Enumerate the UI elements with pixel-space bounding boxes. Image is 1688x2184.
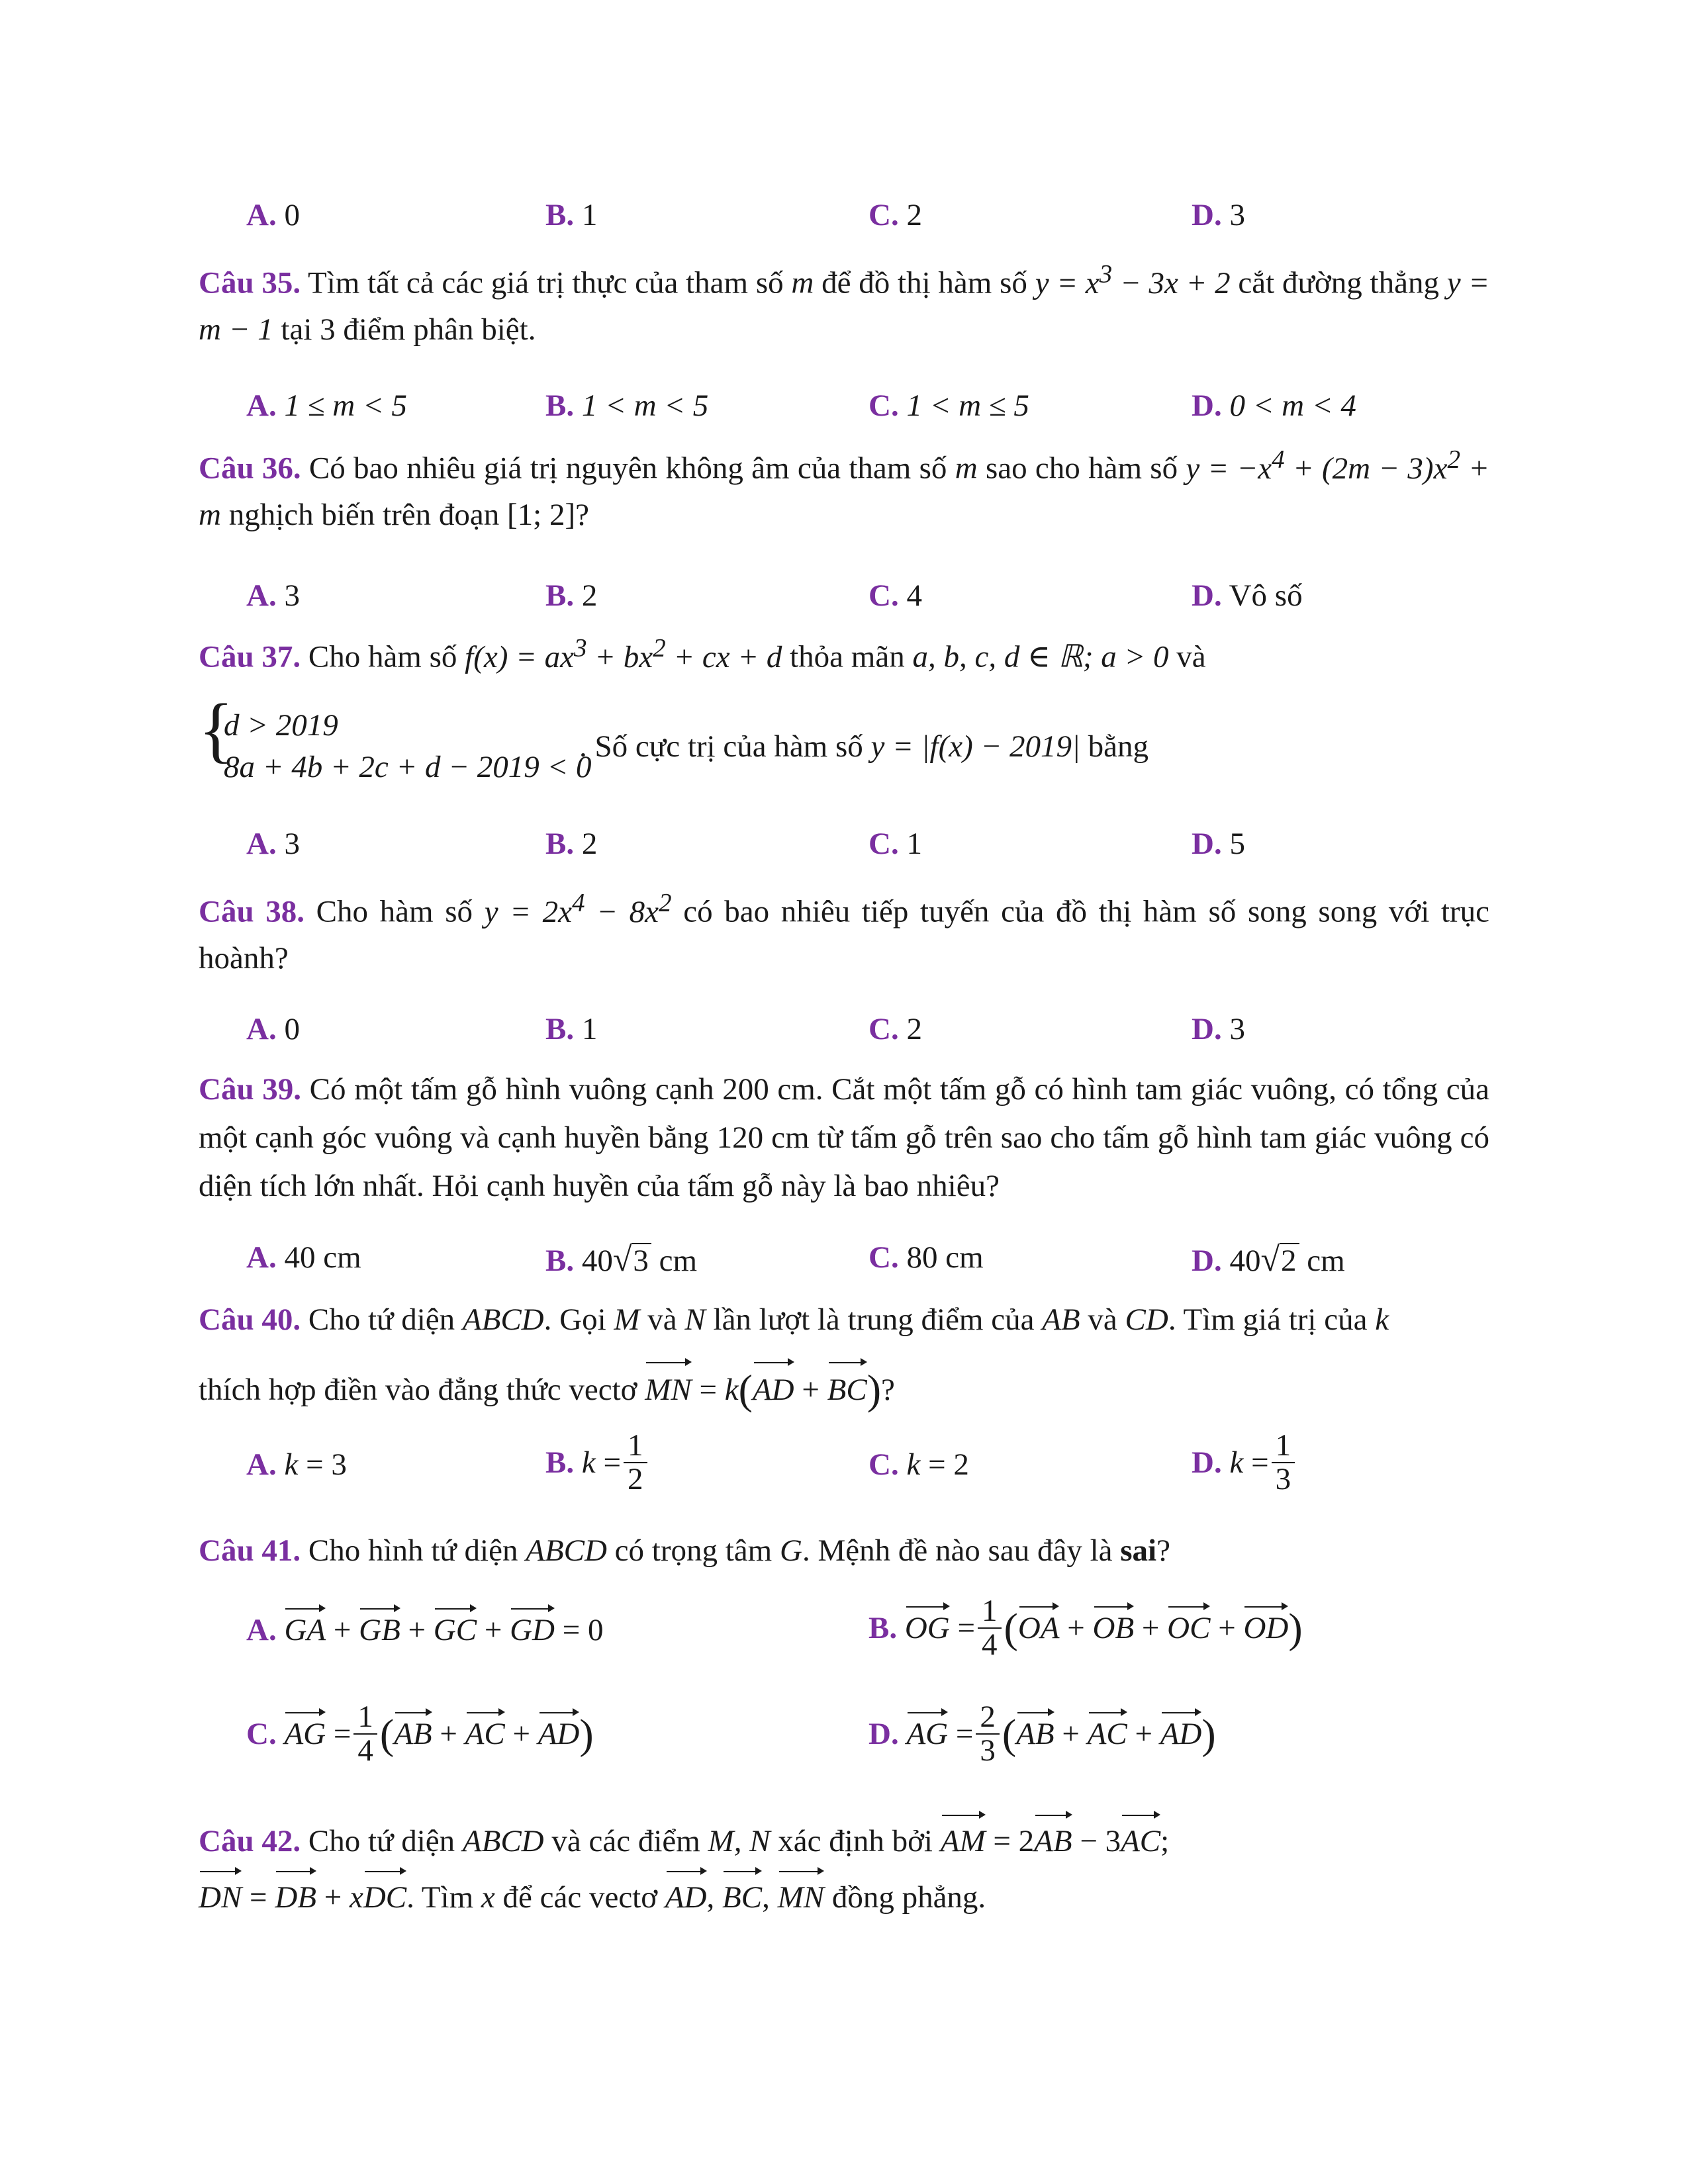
option-d: D. 3: [1192, 198, 1245, 232]
q41-option-b: B. OG = $\frac{1}{4}$ (OA + OB + OC + OD): [868, 1594, 1303, 1662]
question-38-options: [246, 1006, 1491, 1059]
option-b: B. 1: [545, 198, 598, 232]
brace-icon: {: [199, 689, 234, 770]
q38-option-a: A. 0: [246, 1012, 300, 1046]
q36-option-b: B. 2: [545, 578, 598, 613]
q41-option-c: C. AG = $\frac{1}{4}$ (AB + AC + AD): [246, 1700, 594, 1768]
q40-option-b: B. k = $\frac{1}{2}$: [545, 1430, 650, 1496]
q37-option-b: B. 2: [545, 827, 598, 861]
q36-option-c: C. 4: [868, 578, 922, 613]
q39-option-d: D. 40√2 cm: [1192, 1241, 1345, 1279]
q38-option-d: D. 3: [1192, 1012, 1245, 1046]
q39-option-b: B. 40√3 cm: [545, 1241, 698, 1279]
q37-condition: a, b, c, d ∈ ℝ; a > 0: [912, 639, 1169, 674]
q42-vectors: AD, BC, MN: [665, 1880, 824, 1915]
question-36: Câu 36. Có bao nhiêu giá trị nguyên không âm của tham số m sao cho hàm số $y = -x^4 + (2m - 3)x^2 + m$ nghịch biến trên đoạn [1; 2]?: [199, 445, 1490, 533]
q38-option-c: C. 2: [868, 1012, 922, 1046]
q37-option-a: A. 3: [246, 827, 300, 861]
q36-function: $y = -x^4 + (2m - 3)x^2 + m$: [199, 445, 1490, 533]
question-41-options-row2: [246, 1701, 1491, 1780]
question-35: Câu 35. Tìm tất cả các giá trị thực của tham số m để đồ thị hàm số $y = x^3 - 3x + 2$ cắt đường thẳng y = m − 1 tại 3 điểm phân biệt.: [199, 259, 1490, 347]
q39-option-c: C. 80 cm: [868, 1240, 984, 1275]
q41-option-a: A. GA + GB + GC + GD = 0: [246, 1607, 604, 1654]
question-36-options: [246, 572, 1491, 625]
q35-option-b: B. 1 < m < 5: [545, 388, 709, 423]
q40-option-c: C. k = 2: [868, 1447, 969, 1482]
q35-option-a: A. 1 ≤ m < 5: [246, 388, 407, 423]
q36-interval: [1; 2]?: [506, 498, 589, 533]
q36-option-d: D. Vô số: [1192, 578, 1303, 613]
q37-function: $f(x) = ax^3 + bx^2$ + cx + d: [465, 633, 782, 674]
question-37: Câu 37. Cho hàm số $f(x) = ax^3 + bx^2$ + cx + d thỏa mãn a, b, c, d ∈ ℝ; a > 0 và: [199, 633, 1206, 674]
q42-vector-dn: DN = DB + xDC: [199, 1880, 406, 1915]
option-c: C. 2: [868, 198, 922, 232]
question-41-options-row1: [246, 1595, 1491, 1674]
q42-vector-am: AM = 2AB − 3AC;: [941, 1824, 1169, 1858]
q40-option-a: A. k = 3: [246, 1447, 347, 1482]
q37-option-c: C. 1: [868, 827, 922, 861]
question-38: Câu 38. Cho hàm số $y = 2x^4 - 8x^2$ có bao nhiêu tiếp tuyến của đồ thị hàm số song song với trục hoành?: [199, 888, 1490, 976]
q36-option-a: A. 3: [246, 578, 300, 613]
q35-function: $y = x^3 - 3x + 2$: [1035, 259, 1231, 300]
question-42: Câu 42. Cho tứ diện ABCD và các điểm M, N xác định bởi AM = 2AB − 3AC; DN = DB + xDC. Tìm x để các vectơ AD, BC, MN đồng phẳng.: [199, 1813, 1489, 1925]
q40-option-d: D. k = $\frac{1}{3}$: [1192, 1430, 1297, 1496]
question-39-options: [246, 1234, 1491, 1287]
q35-option-c: C. 1 < m ≤ 5: [868, 388, 1029, 423]
question-40-options: [246, 1430, 1491, 1502]
q38-function: $y = 2x^4 - 8x^2$: [484, 888, 672, 929]
question-37-options: [246, 821, 1491, 874]
option-a: A. 0: [246, 198, 300, 232]
q37-system: { d > 2019 8a + 4b + 2c + d − 2019 < 0 . Số cực trị của hàm số y = |f(x) − 2019| bằng: [199, 689, 1149, 785]
q40-vector-equation: MN = k(AD + BC)?: [645, 1373, 895, 1407]
previous-options: [246, 192, 1491, 245]
q38-option-b: B. 1: [545, 1012, 598, 1046]
q37-abs-function: y = |f(x) − 2019|: [870, 729, 1080, 764]
question-40: Câu 40. Cho tứ diện ABCD. Gọi M và N lần lượt là trung điểm của AB và CD. Tìm giá trị của k thích hợp điền vào đẳng thức vectơ MN = k(AD + BC)?: [199, 1291, 1489, 1430]
q35-option-d: D. 0 < m < 4: [1192, 388, 1356, 423]
question-35-options: [246, 383, 1491, 435]
q35-line: y = m − 1: [199, 265, 1490, 347]
q41-option-d: D. AG = $\frac{2}{3}$ (AB + AC + AD): [868, 1700, 1216, 1768]
q37-option-d: D. 5: [1192, 827, 1245, 861]
question-39: Câu 39. Có một tấm gỗ hình vuông cạnh 200 cm. Cắt một tấm gỗ có hình tam giác vuông, có tổng của một cạnh góc vuông và cạnh huyền bằng 120 cm từ tấm gỗ trên sao cho tấm gỗ hình tam giác vuông có diện tích lớn nhất. Hỏi cạnh huyền của tấm gỗ này là bao nhiêu?: [199, 1072, 1489, 1203]
question-41: Câu 41. Cho hình tứ diện ABCD có trọng tâm G. Mệnh đề nào sau đây là sai?: [199, 1533, 1170, 1568]
q39-option-a: A. 40 cm: [246, 1240, 361, 1275]
